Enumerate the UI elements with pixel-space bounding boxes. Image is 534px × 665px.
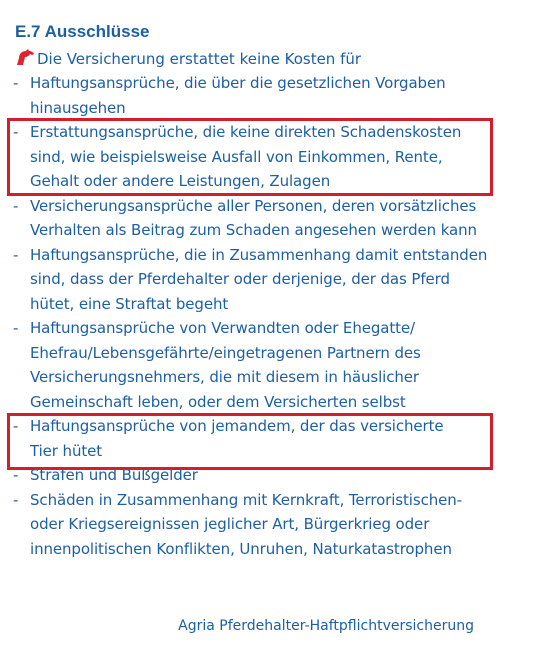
- list-item-line: Haftungsansprüche von Verwandten oder Ehegatte/: [30, 319, 416, 337]
- list-dash: -: [13, 490, 19, 509]
- horse-logo-icon: [15, 48, 35, 66]
- list-item-line: Schäden in Zusammenhang mit Kernkraft, Terroristischen-: [30, 490, 462, 509]
- list-dash: -: [13, 74, 19, 92]
- list-item: [13, 71, 493, 120]
- list-dash: -: [13, 417, 19, 435]
- list-item-line: Erstattungsansprüche, die keine direkten Schadenskosten: [30, 123, 462, 141]
- highlight-box-item-6: [7, 413, 493, 470]
- list-item-line: Strafen und Bußgelder: [30, 466, 198, 484]
- list-item-line: sind, wie beispielsweise Ausfall von Einkommen, Rente,: [30, 147, 443, 166]
- footer-text: Agria Pferdehalter-Haftpflichtversicherung: [178, 618, 474, 634]
- intro-line: [15, 48, 361, 70]
- list-dash: -: [13, 196, 19, 215]
- list-item-line: Haftungsansprüche von jemandem, der das versicherte: [30, 417, 444, 435]
- list-item-line: hütet, eine Straftat begeht: [30, 294, 229, 313]
- list-item-line: Verhalten als Beitrag zum Schaden angesehen werden kann: [30, 221, 477, 239]
- list-item-line: Gemeinschaft leben, oder dem Versicherten selbst: [30, 392, 406, 411]
- list-item-line: Haftungsansprüche, die über die gesetzlichen Vorgaben: [30, 74, 446, 92]
- list-item: [13, 243, 493, 317]
- list-item-line: Ehefrau/Lebensgefährte/eingetragenen Partnern des: [30, 343, 421, 362]
- list-dash: -: [13, 245, 19, 264]
- list-dash: -: [13, 123, 19, 141]
- section-title: E.7 Ausschlüsse: [15, 22, 150, 41]
- list-item-line: Versicherungsansprüche aller Personen, deren vorsätzliches: [30, 196, 477, 215]
- intro-text: Die Versicherung erstattet keine Kosten für: [37, 50, 362, 68]
- list-item: [13, 194, 493, 243]
- list-item-line: oder Kriegsereignissen jeglicher Art, Bürgerkrieg oder: [30, 515, 430, 533]
- list-item-line: hinausgehen: [30, 98, 126, 117]
- list-dash: -: [13, 466, 19, 484]
- list-item-line: Haftungsansprüche, die in Zusammenhang damit entstanden: [30, 245, 488, 264]
- list-item-line: innenpolitischen Konflikten, Unruhen, Naturkatastrophen: [30, 539, 452, 558]
- list-item: [13, 488, 493, 562]
- list-item-line: Tier hütet: [30, 441, 103, 460]
- list-item: [13, 316, 493, 414]
- list-item-line: sind, dass der Pferdehalter oder derjenige, der das Pferd: [30, 270, 450, 288]
- highlight-box-item-2: [7, 118, 493, 196]
- list-item-line: Gehalt oder andere Leistungen, Zulagen: [30, 172, 331, 190]
- list-dash: -: [13, 319, 19, 337]
- list-item-line: Versicherungsnehmers, die mit diesem in häuslicher: [30, 368, 419, 386]
